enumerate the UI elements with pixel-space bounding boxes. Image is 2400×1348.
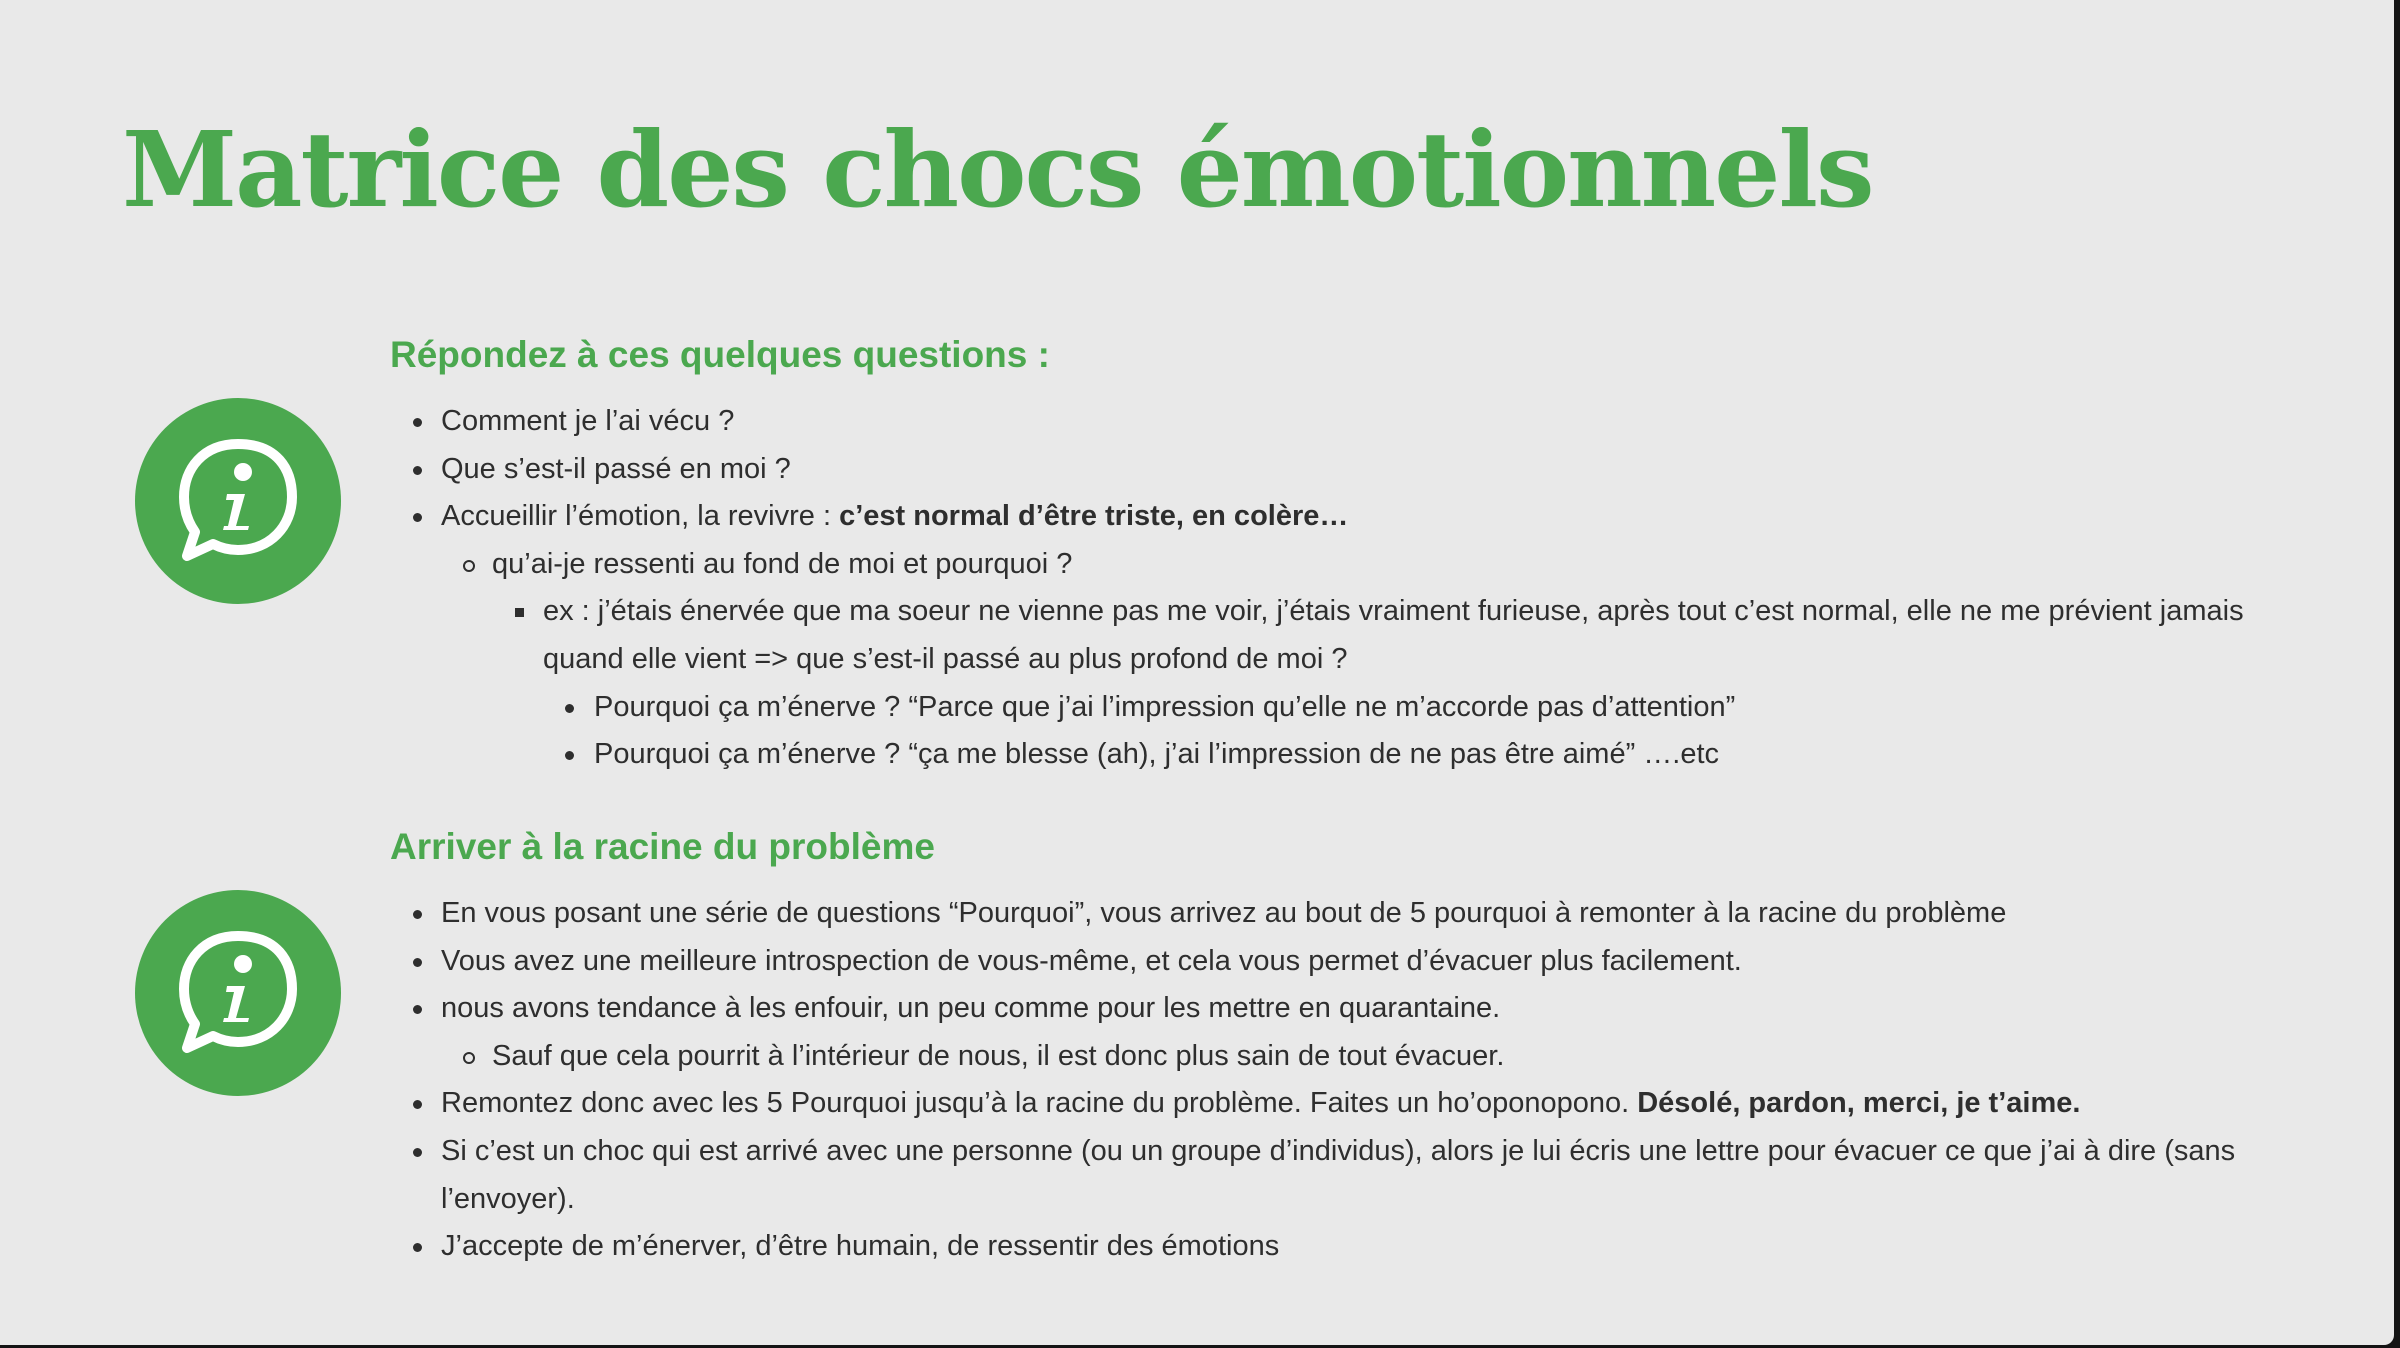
list-item: nous avons tendance à les enfouir, un peu comme pour les mettre en quarantaine. xyxy=(390,985,2235,1033)
root-cause-list xyxy=(390,890,2235,1271)
list-item: Remontez donc avec les 5 Pourquoi jusqu’à la racine du problème. Faites un ho’oponopono. Désolé, pardon, merci, je t’aime. xyxy=(390,1080,2235,1128)
list-item: Pourquoi ça m’énerve ? “ça me blesse (ah), j’ai l’impression de ne pas être aimé” ….etc xyxy=(390,731,2244,779)
questions-list xyxy=(390,398,2244,779)
list-item: ex : j’étais énervée que ma soeur ne vienne pas me voir, j’étais vraiment furieuse, après tout c’est normal, elle ne me prévient jamais xyxy=(390,588,2244,636)
list-item: Vous avez une meilleure introspection de vous-même, et cela vous permet d’évacuer plus facilement. xyxy=(390,938,2235,986)
list-item: Si c’est un choc qui est arrivé avec une personne (ou un groupe d’individus), alors je lui écris une lettre pour évacuer ce que j’ai à dire (sans xyxy=(390,1128,2235,1176)
list-item: Comment je l’ai vécu ? xyxy=(390,398,2244,446)
info-speech-bubble-icon xyxy=(135,398,341,604)
info-speech-bubble-icon xyxy=(135,890,341,1096)
list-item: Que s’est-il passé en moi ? xyxy=(390,446,2244,494)
list-item: J’accepte de m’énerver, d’être humain, de ressentir des émotions xyxy=(390,1223,2235,1271)
list-item: Accueillir l’émotion, la revivre : c’est normal d’être triste, en colère… xyxy=(390,493,2244,541)
list-item: Sauf que cela pourrit à l’intérieur de nous, il est donc plus sain de tout évacuer. xyxy=(390,1033,2235,1081)
slide-title: Matrice des chocs émotionnels xyxy=(122,108,1873,231)
list-item-continuation: quand elle vient => que s’est-il passé au plus profond de moi ? xyxy=(543,642,1348,675)
section-heading-root-cause: Arriver à la racine du problème xyxy=(390,826,935,867)
list-item: En vous posant une série de questions “Pourquoi”, vous arrivez au bout de 5 pourquoi à remonter à la racine du problème xyxy=(390,890,2235,938)
list-item: Pourquoi ça m’énerve ? “Parce que j’ai l’impression qu’elle ne m’accorde pas d’attention” xyxy=(390,684,2244,732)
list-item-continuation: l’envoyer). xyxy=(441,1182,575,1215)
section-heading-questions: Répondez à ces quelques questions : xyxy=(390,334,1050,375)
list-item: qu’ai-je ressenti au fond de moi et pourquoi ? xyxy=(390,541,2244,589)
